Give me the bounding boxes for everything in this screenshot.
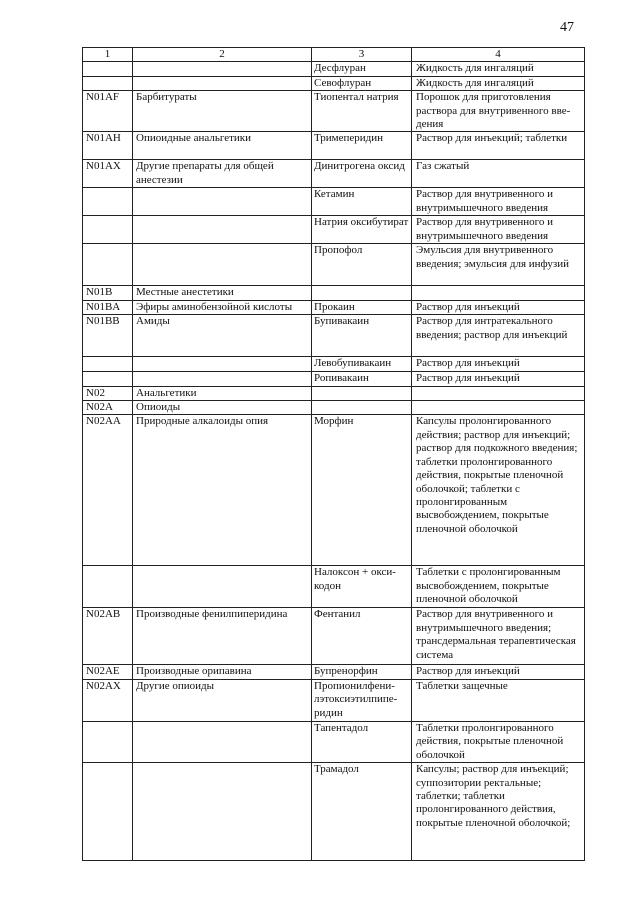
cell-group — [133, 76, 312, 90]
table-row — [83, 300, 585, 314]
cell-code — [83, 357, 133, 371]
cell-forms: Раствор для инъекций — [412, 300, 585, 314]
table-row — [83, 665, 585, 679]
column-header-code: 1 — [83, 48, 133, 62]
cell-group: Природные алкалоиды опия — [133, 415, 312, 566]
column-header-forms: 4 — [412, 48, 585, 62]
cell-group — [133, 763, 312, 861]
cell-group — [133, 62, 312, 76]
column-header-drug: 3 — [312, 48, 412, 62]
table-row — [83, 371, 585, 386]
cell-code: N02AB — [83, 608, 133, 665]
cell-forms: Жидкость для ингаляций — [412, 76, 585, 90]
cell-forms: Раствор для инъекций — [412, 371, 585, 386]
cell-forms — [412, 386, 585, 400]
cell-group: Производные орипавина — [133, 665, 312, 679]
table-row — [83, 763, 585, 861]
table-row — [83, 357, 585, 371]
cell-drug: Прокаин — [312, 300, 412, 314]
table-body — [83, 62, 585, 861]
cell-group: Местные анестетики — [133, 286, 312, 300]
cell-drug: Десфлуран — [312, 62, 412, 76]
table-row — [83, 132, 585, 160]
drug-table-wrapper — [82, 47, 584, 861]
cell-drug: Динитрогена оксид — [312, 160, 412, 188]
cell-drug: Налоксон + оксикодон — [312, 566, 412, 608]
cell-code — [83, 188, 133, 216]
cell-group: Амиды — [133, 315, 312, 357]
cell-drug — [312, 286, 412, 300]
cell-group: Анальгетики — [133, 386, 312, 400]
cell-forms: Раствор для внутривенного и внутримышечного введения — [412, 216, 585, 244]
page-number: 47 — [560, 20, 574, 35]
cell-drug: Пропионилфенилэтоксиэтилпиперидин — [312, 679, 412, 721]
cell-group — [133, 216, 312, 244]
cell-drug: Бупренорфин — [312, 665, 412, 679]
table-row — [83, 415, 585, 566]
cell-code: N02AE — [83, 665, 133, 679]
cell-forms: Раствор для инъекций — [412, 357, 585, 371]
table-row — [83, 315, 585, 357]
table-row — [83, 566, 585, 608]
cell-code: N02A — [83, 401, 133, 415]
cell-drug — [312, 401, 412, 415]
table-row — [83, 608, 585, 665]
table-row — [83, 188, 585, 216]
cell-forms: Жидкость для ингаляций — [412, 62, 585, 76]
cell-forms — [412, 401, 585, 415]
cell-code: N01BA — [83, 300, 133, 314]
cell-drug: Пропофол — [312, 244, 412, 286]
cell-code: N02AX — [83, 679, 133, 721]
cell-group — [133, 357, 312, 371]
table-row — [83, 76, 585, 90]
cell-group: Опиоиды — [133, 401, 312, 415]
cell-forms: Капсулы; раствор для инъекций; суппозитории ректальные; таблетки; таблетки пролонгированного действия, покрытые пленочной оболочкой; — [412, 763, 585, 861]
table-row — [83, 386, 585, 400]
cell-drug: Тапентадол — [312, 721, 412, 762]
cell-group: Производные фенилпиперидина — [133, 608, 312, 665]
cell-group: Эфиры аминобензойной кислоты — [133, 300, 312, 314]
cell-code: N01AF — [83, 91, 133, 132]
cell-group: Опиоидные анальгетики — [133, 132, 312, 160]
cell-group — [133, 371, 312, 386]
cell-code — [83, 566, 133, 608]
cell-forms: Таблетки защечные — [412, 679, 585, 721]
cell-drug: Тримеперидин — [312, 132, 412, 160]
cell-forms — [412, 286, 585, 300]
cell-drug: Бупивакаин — [312, 315, 412, 357]
table-row — [83, 286, 585, 300]
cell-code: N01AX — [83, 160, 133, 188]
cell-forms: Раствор для внутривенного и внутримышечного введения — [412, 188, 585, 216]
cell-code — [83, 244, 133, 286]
cell-drug: Фентанил — [312, 608, 412, 665]
cell-group — [133, 244, 312, 286]
cell-forms: Капсулы пролонгированного действия; раствор для инъекций; раствор для подкожного введения; таблетки пролонгированного действия, покрытые пленочной оболочкой; таблетки с пролонгированным высвобождением, покрытые пленочной оболочкой — [412, 415, 585, 566]
cell-forms: Раствор для инъекций — [412, 665, 585, 679]
cell-forms: Раствор для инъекций; таблетки — [412, 132, 585, 160]
cell-forms: Газ сжатый — [412, 160, 585, 188]
cell-drug: Ропивакаин — [312, 371, 412, 386]
table-row — [83, 244, 585, 286]
cell-forms: Таблетки пролонгированного действия, покрытые пленочной оболочкой — [412, 721, 585, 762]
column-header-group: 2 — [133, 48, 312, 62]
cell-code: N02 — [83, 386, 133, 400]
cell-code: N02AA — [83, 415, 133, 566]
cell-code — [83, 721, 133, 762]
table-row — [83, 679, 585, 721]
cell-drug: Кетамин — [312, 188, 412, 216]
cell-forms: Таблетки с пролонгированным высвобождением, покрытые пленочной оболочкой — [412, 566, 585, 608]
table-row — [83, 91, 585, 132]
table-row — [83, 62, 585, 76]
cell-group — [133, 566, 312, 608]
table-row — [83, 721, 585, 762]
cell-code: N01BB — [83, 315, 133, 357]
cell-group: Барбитураты — [133, 91, 312, 132]
cell-forms: Эмульсия для внутривенного введения; эмульсия для инфузий — [412, 244, 585, 286]
cell-forms: Раствор для внутривенного и внутримышечного введения; трансдермальная терапевтическая система — [412, 608, 585, 665]
cell-drug — [312, 386, 412, 400]
cell-drug: Севофлуран — [312, 76, 412, 90]
table-row — [83, 401, 585, 415]
drug-table — [82, 47, 585, 861]
cell-group — [133, 721, 312, 762]
cell-forms: Порошок для приготовления раствора для внутривенного введения — [412, 91, 585, 132]
cell-code: N01AH — [83, 132, 133, 160]
table-row — [83, 160, 585, 188]
cell-drug: Тиопентал натрия — [312, 91, 412, 132]
table-header-row — [83, 48, 585, 62]
cell-group: Другие препараты для общей анестезии — [133, 160, 312, 188]
cell-code: N01B — [83, 286, 133, 300]
cell-drug: Трамадол — [312, 763, 412, 861]
cell-code — [83, 371, 133, 386]
cell-group: Другие опиоиды — [133, 679, 312, 721]
cell-code — [83, 763, 133, 861]
cell-group — [133, 188, 312, 216]
cell-code — [83, 216, 133, 244]
cell-drug: Натрия оксибутират — [312, 216, 412, 244]
cell-forms: Раствор для интратекального введения; раствор для инъекций — [412, 315, 585, 357]
cell-drug: Морфин — [312, 415, 412, 566]
cell-code — [83, 62, 133, 76]
cell-drug: Левобупивакаин — [312, 357, 412, 371]
table-row — [83, 216, 585, 244]
cell-code — [83, 76, 133, 90]
